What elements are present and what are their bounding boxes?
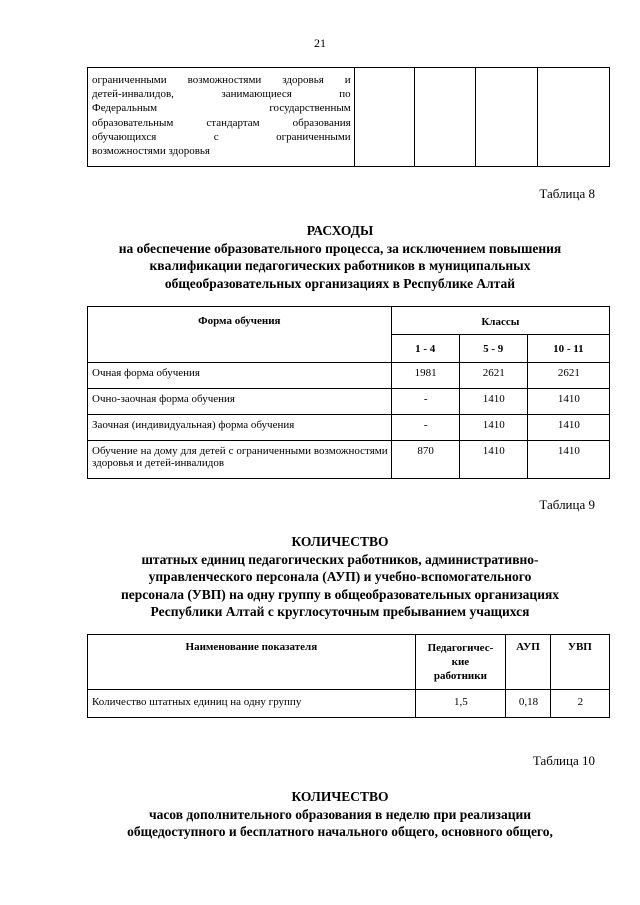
row-label: Очная форма обучения [88, 363, 392, 389]
table9-header-indicator: Наименование показателя [88, 635, 416, 690]
table-row [88, 389, 610, 415]
text-line: обучающихся с ограниченными [92, 130, 351, 143]
table9-caption: Таблица 9 [539, 497, 595, 512]
table10-subtitle-line: часов дополнительного образования в неделю при реализации [148, 806, 532, 822]
row-value: 0,18 [506, 690, 551, 718]
table-row [88, 441, 610, 479]
row-value: 2 [550, 690, 609, 718]
header-line: Педагогичес- [427, 642, 494, 654]
table8-header-classes: Классы [391, 307, 609, 335]
table9-title-block [40, 533, 640, 621]
empty-cell [354, 68, 414, 167]
row-value: 1,5 [415, 690, 505, 718]
header-line: работники [433, 670, 487, 682]
table8-caption: Таблица 8 [539, 186, 595, 201]
table9-header-aup: АУП [506, 635, 551, 690]
empty-cell [414, 68, 476, 167]
table8-class-group: 10 - 11 [527, 335, 609, 363]
table8-subtitle-line: квалификации педагогических работников в муниципальных [149, 258, 531, 273]
row-value: 2621 [527, 363, 609, 389]
table8-title-block [40, 222, 640, 292]
table9-header-uvp: УВП [550, 635, 609, 690]
table8-subtitle-line: общеобразовательных организациях в Республике Алтай [164, 275, 516, 291]
table10-title-block [40, 788, 640, 841]
page-number: 21 [314, 36, 326, 50]
table-row [88, 363, 610, 389]
table9-subtitle-line: управленческого персонала (АУП) и учебно-вспомогательного [148, 569, 532, 584]
table9-title: КОЛИЧЕСТВО [291, 534, 389, 549]
header-line: кие [451, 656, 470, 668]
row-label: Количество штатных единиц на одну группу [88, 690, 416, 718]
text-line: возможностями здоровья [92, 145, 210, 158]
table8-header-form: Форма обучения [88, 307, 392, 363]
empty-cell [476, 68, 538, 167]
table10-caption: Таблица 10 [532, 753, 595, 768]
row-label: Обучение на дому для детей с ограниченными возможностями здоровья и детей-инвалидов [88, 441, 392, 479]
row-label: Очно-заочная форма обучения [88, 389, 392, 415]
table9-subtitle-line: персонала (УВП) на одну группу в общеобразовательных организациях [120, 586, 560, 602]
row-label: Заочная (индивидуальная) форма обучения [88, 415, 392, 441]
text-line: ограниченными возможностями здоровья и [92, 74, 351, 86]
row-value: - [391, 389, 459, 415]
row-value: 1410 [459, 389, 527, 415]
text-line: Федеральным государственным [92, 102, 351, 115]
table9 [87, 634, 610, 718]
table8-title: РАСХОДЫ [306, 223, 374, 238]
continuation-table [87, 67, 610, 167]
table8 [87, 306, 610, 479]
row-value: 1410 [527, 441, 609, 479]
table8-subtitle-line: на обеспечение образовательного процесса, за исключением повышения [118, 240, 562, 256]
empty-cell [538, 68, 610, 167]
table9-subtitle-line: штатных единиц педагогических работников, административно- [141, 551, 539, 567]
row-value: 1410 [459, 441, 527, 479]
row-value: 1410 [527, 389, 609, 415]
table-row [88, 690, 610, 718]
row-value: - [391, 415, 459, 441]
table-row [88, 415, 610, 441]
continuation-cell-text [88, 68, 355, 167]
row-value: 2621 [459, 363, 527, 389]
row-value: 1981 [391, 363, 459, 389]
table9-subtitle-line: Республики Алтай с круглосуточным пребыванием учащихся [150, 604, 530, 619]
row-value: 870 [391, 441, 459, 479]
text-line: образовательным стандартам образования [92, 116, 351, 129]
row-value: 1410 [527, 415, 609, 441]
table9-header-ped [415, 635, 505, 690]
text-line: детей-инвалидов, занимающиеся по [92, 88, 351, 101]
table10-title: КОЛИЧЕСТВО [291, 789, 389, 804]
table8-class-group: 5 - 9 [459, 335, 527, 363]
table8-class-group: 1 - 4 [391, 335, 459, 363]
table10-subtitle-line: общедоступного и бесплатного начального общего, основного общего, [127, 824, 553, 839]
row-value: 1410 [459, 415, 527, 441]
